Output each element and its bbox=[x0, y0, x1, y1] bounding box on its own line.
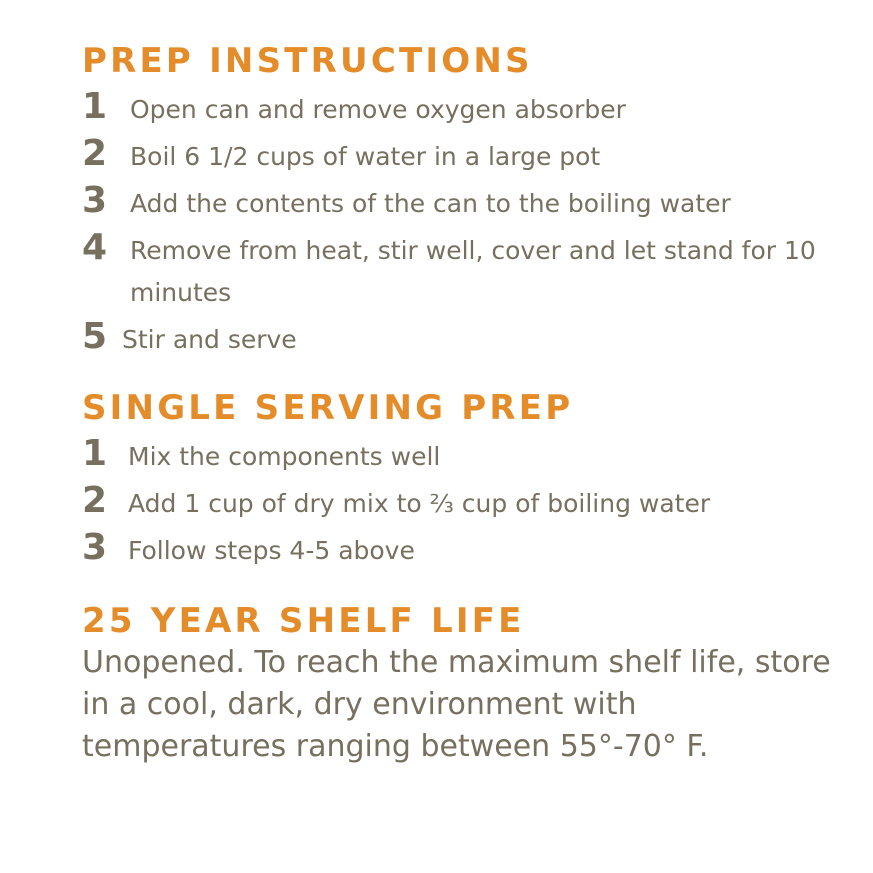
step-number: 3 bbox=[82, 180, 108, 221]
step-text: Follow steps 4-5 above bbox=[128, 536, 415, 565]
step-text: Add 1 cup of dry mix to ⅔ cup of boiling water bbox=[128, 489, 711, 518]
step-number: 5 bbox=[82, 316, 108, 357]
step-text: Remove from heat, stir well, cover and let stand for 10 minutes bbox=[130, 236, 816, 307]
prep-step-3 bbox=[82, 178, 852, 225]
prep-step-1 bbox=[82, 84, 852, 131]
step-text: Open can and remove oxygen absorber bbox=[130, 95, 626, 124]
single-serving-section bbox=[82, 387, 852, 572]
step-text: Boil 6 1/2 cups of water in a large pot bbox=[130, 142, 601, 171]
step-number: 1 bbox=[82, 433, 108, 474]
single-step-3 bbox=[82, 525, 852, 572]
prep-instructions-section bbox=[82, 40, 852, 361]
step-number: 4 bbox=[82, 227, 108, 268]
step-text: Mix the components well bbox=[128, 442, 441, 471]
shelf-life-section bbox=[82, 600, 852, 768]
step-number: 2 bbox=[82, 133, 108, 174]
single-step-2 bbox=[82, 478, 852, 525]
step-text: Add the contents of the can to the boiling water bbox=[130, 189, 731, 218]
step-number: 1 bbox=[82, 86, 108, 127]
prep-step-2 bbox=[82, 131, 852, 178]
prep-instructions-heading: PREP INSTRUCTIONS bbox=[82, 41, 533, 81]
step-text: Stir and serve bbox=[122, 325, 297, 354]
prep-steps-list bbox=[82, 84, 852, 361]
shelf-life-heading: 25 YEAR SHELF LIFE bbox=[82, 601, 525, 641]
prep-step-4 bbox=[82, 225, 852, 314]
single-serving-heading: SINGLE SERVING PREP bbox=[82, 388, 574, 428]
shelf-life-text: Unopened. To reach the maximum shelf life, store in a cool, dark, dry environment with temperatures ranging between 55°-70° F. bbox=[82, 645, 831, 764]
step-number: 3 bbox=[82, 527, 108, 568]
instructions-panel bbox=[82, 40, 852, 768]
prep-step-5 bbox=[82, 314, 852, 361]
single-step-1 bbox=[82, 431, 852, 478]
step-number: 2 bbox=[82, 480, 108, 521]
single-serving-steps-list bbox=[82, 431, 852, 572]
